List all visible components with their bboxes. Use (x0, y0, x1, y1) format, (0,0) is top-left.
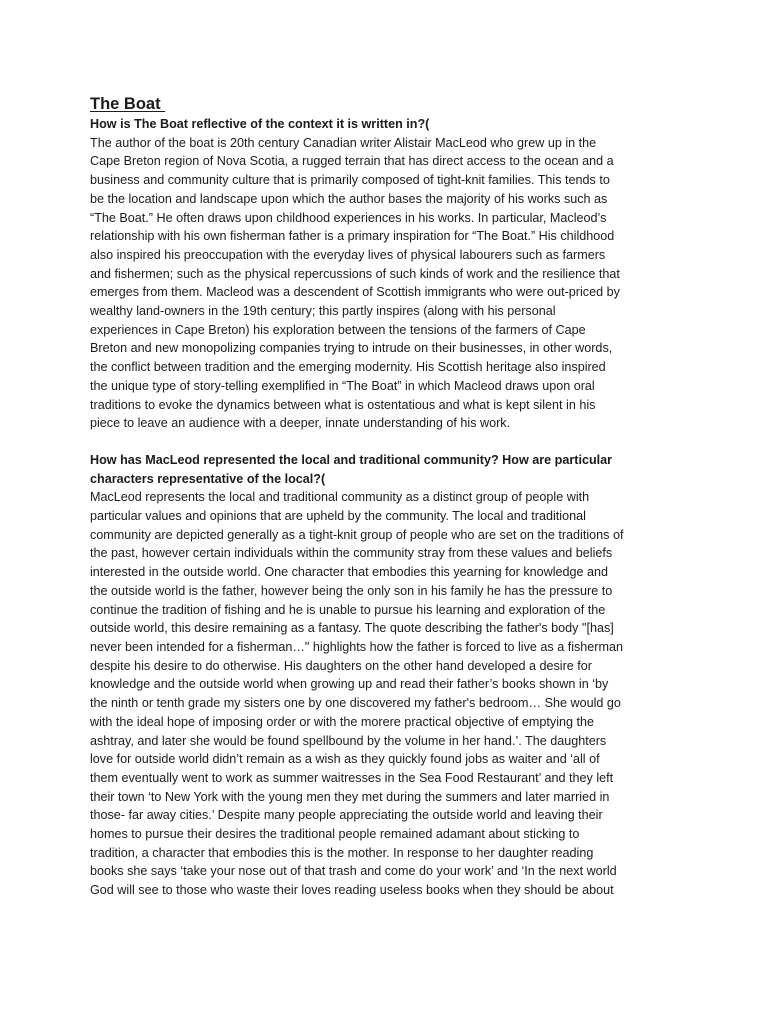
body-line: the ninth or tenth grade my sisters one by one discovered my father's bedroom… She would go (90, 696, 621, 711)
body-line: ashtray, and later she would be found spellbound by the volume in her hand.’. The daughters (90, 733, 607, 748)
body-line: particular values and opinions that are upheld by the community. The local and traditional (90, 509, 586, 524)
body-line: their town ‘to New York with the young men they met during the summers and later married in (90, 789, 610, 804)
body-line: outside world, this desire remaining as a fantasy. The quote describing the father's body "[has] (90, 621, 614, 636)
question-line: How has MacLeod represented the local and traditional community? How are particular (90, 452, 613, 467)
question-line: How is The Boat reflective of the context it is written in?( (90, 117, 430, 131)
body-line: Cape Breton region of Nova Scotia, a rugged terrain that has direct access to the ocean and a (90, 154, 614, 169)
body-line: traditions to evoke the dynamics between what is ostentatious and what is kept silent in his (90, 397, 596, 412)
body-line: also inspired his preoccupation with the everyday lives of physical labourers such as farmers (90, 247, 606, 262)
section-community (90, 451, 680, 900)
section-body (90, 488, 680, 899)
body-line: and fishermen; such as the physical repercussions of such kinds of work and the resilience that (90, 266, 620, 281)
body-line: love for outside world didn’t remain as a wish as they quickly found jobs as waiter and ‘all of (90, 752, 600, 767)
body-line: those- far away cities.’ Despite many people appreciating the outside world and leaving their (90, 808, 603, 823)
body-line: wealthy land-owners in the 19th century; this partly inspires (along with his personal (90, 304, 556, 319)
body-line: with the ideal hope of imposing order or with the morere practical objective of emptying the (90, 714, 595, 729)
body-line: business and community culture that is primarily composed of tight-knit families. This tends to (90, 173, 610, 188)
body-line: the conflict between tradition and the emerging modernity. His Scottish heritage also inspired (90, 360, 606, 375)
section-body (90, 134, 680, 433)
body-line: The author of the boat is 20th century Canadian writer Alistair MacLeod who grew up in the (90, 135, 597, 150)
body-line: experiences in Cape Breton) his exploration between the tensions of the farmers of Cape (90, 322, 586, 337)
document-title: The Boat (90, 95, 166, 113)
body-line: tradition, a character that embodies this is the mother. In response to her daughter reading (90, 845, 594, 860)
section-context (90, 115, 680, 433)
body-line: the past, however certain individuals within the community stray from these values and beliefs (90, 546, 613, 561)
body-line: be the location and landscape upon which the author bases the majority of his works such as (90, 191, 608, 206)
document-content (90, 93, 680, 900)
body-line: relationship with his own fisherman father is a primary inspiration for “The Boat.” His childhood (90, 229, 615, 244)
body-line: MacLeod represents the local and traditional community as a distinct group of people with (90, 490, 590, 505)
question-line: characters representative of the local?( (90, 471, 326, 486)
body-line: God will see to those who waste their loves reading useless books when they should be about (90, 883, 614, 898)
section-question (90, 451, 680, 488)
body-line: interested in the outside world. One character that embodies this yearning for knowledge and (90, 565, 609, 580)
body-line: community are depicted generally as a tight-knit group of people who are set on the traditions of (90, 527, 624, 542)
body-line: the unique type of story-telling exemplified in “The Boat” in which Macleod draws upon oral (90, 378, 595, 393)
body-line: emerges from them. Macleod was a descendent of Scottish immigrants who were out-priced by (90, 285, 620, 300)
body-line: piece to leave an audience with a deeper, innate understanding of his work. (90, 416, 511, 431)
body-line: books she says ‘take your nose out of that trash and come do your work’ and ‘In the next world (90, 864, 617, 879)
body-line: homes to pursue their desires the traditional people remained adamant about sticking to (90, 827, 580, 842)
body-line: never been intended for a fisherman…" highlights how the father is forced to live as a fisherman (90, 639, 624, 654)
body-line: the outside world is the father, however being the only son in his family he has the pressure to (90, 583, 613, 598)
body-line: despite his desire to do otherwise. His daughters on the other hand developed a desire for (90, 658, 592, 673)
section-question (90, 115, 680, 134)
body-line: “The Boat.” He often draws upon childhood experiences in his works. In particular, Macleod’s (90, 210, 607, 225)
body-line: them eventually went to work as summer waitresses in the Sea Food Restaurant’ and they left (90, 770, 614, 785)
body-line: knowledge and the outside world when growing up and read their father’s books shown in ‘by (90, 677, 609, 692)
body-line: Breton and new monopolizing companies trying to intrude on their businesses, in other words, (90, 341, 613, 356)
body-line: continue the tradition of fishing and he is unable to pursue his learning and exploration of the (90, 602, 606, 617)
